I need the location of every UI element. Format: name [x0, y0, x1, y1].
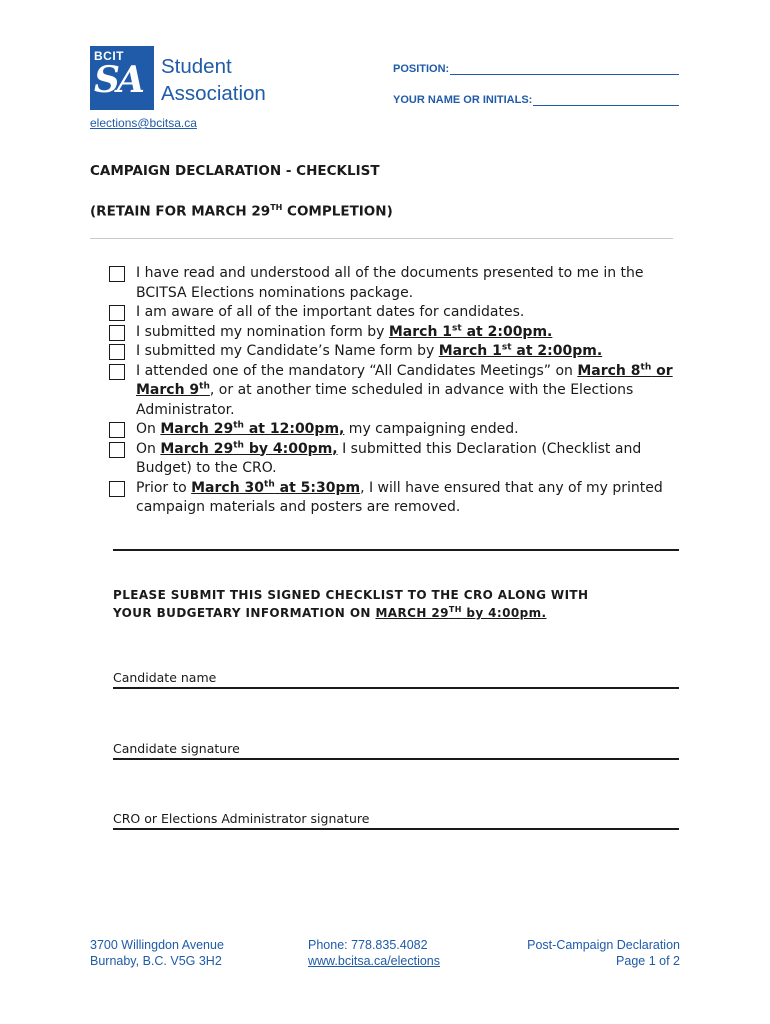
- footer-address-line1: 3700 Willingdon Avenue: [90, 938, 224, 952]
- footer-doc-title: Post-Campaign Declaration: [527, 938, 680, 952]
- divider: [90, 238, 673, 239]
- checklist-item-text: I attended one of the mandatory “All Candidates Meetings” on March 8th or March 9th, or at another time scheduled in advance with the Elections Administrator.: [136, 361, 673, 418]
- footer-contact: [308, 937, 440, 969]
- checkbox[interactable]: [109, 305, 125, 321]
- email-link[interactable]: elections@bcitsa.ca: [90, 116, 197, 130]
- checklist-item: [109, 479, 679, 518]
- checkbox[interactable]: [109, 364, 125, 380]
- candidate-signature-label: Candidate signature: [113, 741, 240, 756]
- checkbox[interactable]: [109, 481, 125, 497]
- org-name: [161, 53, 266, 107]
- checklist-item: [109, 420, 679, 440]
- logo-bcit-text: BCIT: [94, 49, 124, 63]
- checklist-item-text: On March 29th by 4:00pm, I submitted this Declaration (Checklist and Budget) to the CRO.: [136, 439, 642, 476]
- cro-signature-field[interactable]: [113, 811, 679, 830]
- footer-web-link[interactable]: www.bcitsa.ca/elections: [308, 954, 441, 968]
- document-title: CAMPAIGN DECLARATION - CHECKLIST: [90, 163, 380, 179]
- checklist-item-text: On March 29th at 12:00pm, my campaigning ended.: [136, 420, 519, 437]
- checklist-item-text: I am aware of all of the important dates for candidates.: [136, 304, 525, 320]
- position-label: POSITION:: [393, 63, 450, 75]
- candidate-name-field[interactable]: [113, 670, 679, 689]
- checklist-item-text: I submitted my Candidate’s Name form by March 1st at 2:00pm.: [136, 342, 603, 359]
- org-name-line1: Student: [161, 55, 232, 78]
- checklist-item-text: Prior to March 30th at 5:30pm, I will have ensured that any of my printed campaign materials and posters are removed.: [136, 478, 663, 515]
- checkbox[interactable]: [109, 266, 125, 282]
- submission-line1: PLEASE SUBMIT THIS SIGNED CHECKLIST TO THE CRO ALONG WITH: [113, 588, 589, 602]
- checklist-item: [109, 342, 679, 362]
- candidate-name-label: Candidate name: [113, 670, 217, 685]
- footer-address-line2: Burnaby, B.C. V5G 3H2: [90, 954, 222, 968]
- checkbox[interactable]: [109, 325, 125, 341]
- checklist-item-text: I have read and understood all of the documents presented to me in the BCITSA Elections nominations package.: [136, 265, 644, 301]
- checkbox[interactable]: [109, 422, 125, 438]
- checklist-item: [109, 362, 679, 421]
- name-initials-label: YOUR NAME OR INITIALS:: [393, 94, 533, 106]
- document-subtitle: (RETAIN FOR MARCH 29TH COMPLETION): [90, 203, 393, 220]
- checkbox[interactable]: [109, 344, 125, 360]
- position-blank[interactable]: [450, 65, 679, 75]
- position-field[interactable]: [393, 63, 679, 75]
- checklist-item: [109, 323, 679, 343]
- section-divider: [113, 549, 679, 551]
- declaration-checklist: [109, 264, 679, 518]
- footer-address: [90, 937, 224, 969]
- footer-doc-info: [470, 937, 680, 969]
- checklist-item-text: I submitted my nomination form by March 1st at 2:00pm.: [136, 322, 553, 340]
- submission-line2: YOUR BUDGETARY INFORMATION ON MARCH 29TH by 4:00pm.: [113, 605, 547, 620]
- checklist-item: [109, 264, 679, 303]
- name-initials-field[interactable]: [393, 94, 679, 106]
- bcit-sa-logo: [90, 46, 154, 110]
- org-name-line2: Association: [161, 82, 266, 105]
- checklist-item: [109, 303, 679, 323]
- footer-page-number: Page 1 of 2: [616, 954, 680, 968]
- candidate-signature-field[interactable]: [113, 741, 679, 760]
- checklist-item: [109, 440, 679, 479]
- footer-phone: Phone: 778.835.4082: [308, 938, 428, 952]
- cro-signature-label: CRO or Elections Administrator signature: [113, 811, 370, 826]
- logo-sa-mark: SA: [94, 59, 142, 101]
- checkbox[interactable]: [109, 442, 125, 458]
- name-initials-blank[interactable]: [533, 96, 679, 106]
- submission-instructions: [113, 586, 679, 622]
